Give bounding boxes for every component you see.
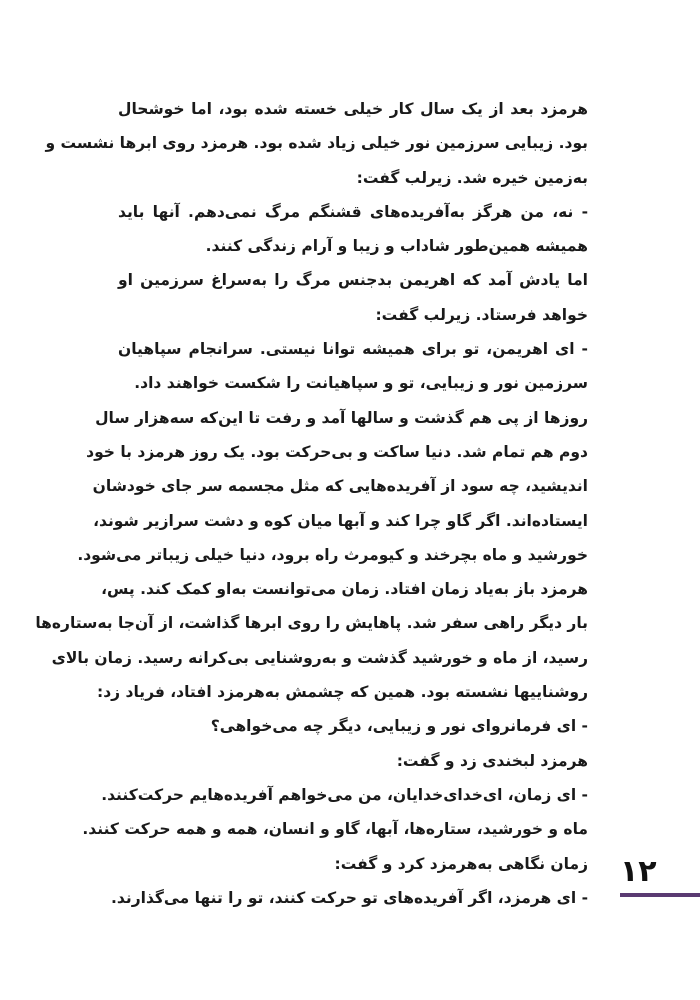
text-line: خورشید و ماه بچرخند و کیومرث راه برود، دنیا خیلی زیباتر می‌شود. — [77, 545, 588, 564]
text-line: ایستاده‌اند. اگر گاو چرا کند و آبها میان کوه و دشت سرازیر شوند، — [93, 511, 588, 530]
text-line: خواهد فرستاد. زیرلب گفت: — [375, 305, 588, 324]
text-line: - ای اهریمن، تو برای همیشه توانا نیستی. سرانجام سپاهیان — [118, 340, 588, 359]
text-line: - نه، من هرگز به‌آفریده‌های قشنگم مرگ نمی‌دهم. آنها باید — [118, 202, 588, 221]
text-line: هرمزد لبخندی زد و گفت: — [396, 751, 588, 770]
text-line: بار دیگر راهی سفر شد. پاهایش را روی ابرها گذاشت، از آن‌جا به‌ستاره‌ها — [35, 614, 588, 633]
text-line: اندیشید، چه سود از آفریده‌هایی که مثل مجسمه سر جای خودشان — [92, 477, 588, 496]
text-line: هرمزد بعد از یک سال کار خیلی خسته شده بود، اما خوشحال — [118, 100, 588, 118]
text-line: روزها از پی هم گذشت و سالها آمد و رفت تا این‌که سه‌هزار سال — [95, 408, 588, 427]
text-line: - ای زمان، ای‌خدای‌خدایان، من می‌خواهم آفریده‌هایم حرکت‌کنند. — [101, 785, 588, 804]
text-line: - ای فرمانروای نور و زیبایی، دیگر چه می‌خواهی؟ — [210, 717, 588, 736]
page-number: ۱۲ — [620, 854, 657, 889]
text-line: هرمزد باز به‌یاد زمان افتاد. زمان می‌توانست به‌او کمک کند. پس، — [101, 580, 588, 599]
text-line: اما یادش آمد که اهریمن بدجنس مرگ را به‌سراغ سرزمین او — [118, 271, 588, 290]
text-line: رسید، از ماه و خورشید گذشت و به‌روشنایی بی‌کرانه رسید. زمان بالای — [51, 648, 588, 667]
text-line: دوم هم تمام شد. دنیا ساکت و بی‌حرکت بود. یک روز هرمزد با خود — [86, 442, 588, 461]
story-text — [35, 92, 588, 915]
text-line: بود. زیبایی سرزمین نور خیلی زیاد شده بود. هرمزد روی ابرها نشست و — [45, 134, 588, 153]
text-line: روشناییها نشسته بود. همین که چشمش به‌هرمزد افتاد، فریاد زد: — [97, 683, 588, 702]
text-line: - ای هرمزد، اگر آفریده‌های تو حرکت کنند، تو را تنها می‌گذارند. — [111, 888, 588, 907]
text-line: همیشه همین‌طور شاداب و زیبا و آرام زندگی کنند. — [205, 237, 588, 256]
text-line: سرزمین نور و زیبایی، تو و سپاهیانت را شکست خواهند داد. — [134, 374, 588, 393]
text-line: ماه و خورشید، ستاره‌ها، آبها، گاو و انسان، همه و همه حرکت کنند. — [82, 820, 588, 839]
text-line: زمان نگاهی به‌هرمزد کرد و گفت: — [334, 854, 588, 873]
page-number-underline — [620, 893, 700, 897]
text-line: به‌زمین خیره شد. زیرلب گفت: — [356, 168, 588, 187]
